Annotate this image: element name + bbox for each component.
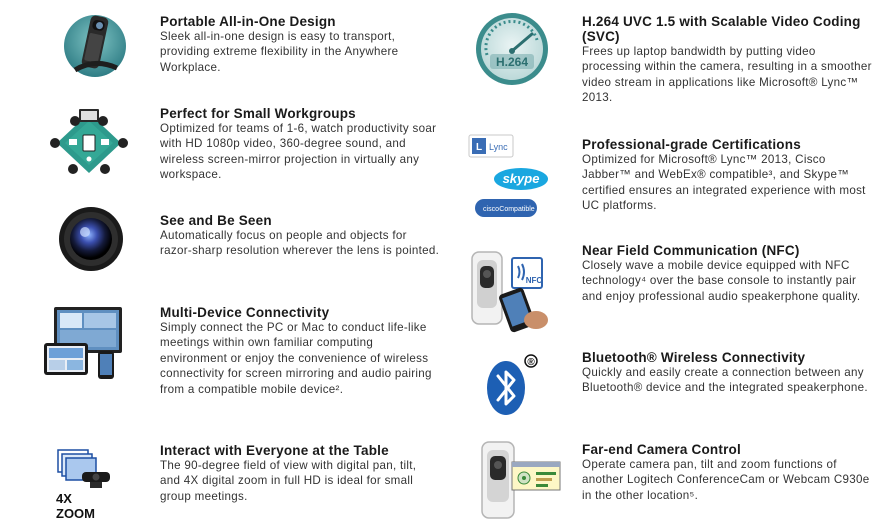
- portable-conferencecam-icon: [55, 10, 135, 80]
- feature-title: Multi-Device Connectivity: [160, 305, 330, 320]
- feature-description: Frees up laptop bandwidth by putting video processing within the camera, resulting in a smoother video stream in applications like Microsoft® Lync™ 2013.: [582, 45, 872, 105]
- feature-description: Optimized for teams of 1-6, watch productivity soar with HD 1080p video, 360-degree sound, and wireless screen-mirror projection in virtually any workspace.: [160, 122, 437, 182]
- lync-logo-text: Lync: [489, 142, 508, 152]
- feature-title: Bluetooth® Wireless Connectivity: [582, 350, 806, 365]
- feature-description: Closely wave a mobile device equipped with NFC technology⁴ over the base console to instantly pair and enjoy professional audio speakerphone quality.: [582, 259, 861, 303]
- feature-title: See and Be Seen: [160, 213, 272, 228]
- camera-lens-icon: [57, 205, 125, 273]
- svg-text:L: L: [475, 142, 483, 153]
- feature-description: Automatically focus on people and objects for razor-sharp resolution wherever the lens is pointed.: [160, 229, 440, 258]
- zoom-label-line2: ZOOM: [56, 506, 95, 521]
- feature-title: Perfect for Small Workgroups: [160, 106, 356, 121]
- bluetooth-icon: [480, 352, 540, 418]
- feature-title: H.264 UVC 1.5 with Scalable Video Coding (SVC): [582, 14, 861, 44]
- feature-description: Sleek all-in-one design is easy to transport, providing extreme flexibility in the Anywhere Workplace.: [160, 30, 399, 74]
- nfc-label: NFC: [525, 276, 543, 285]
- feature-description: Operate camera pan, tilt and zoom functions of another Logitech ConferenceCam or Webcam C930e in the other location⁵.: [582, 458, 870, 502]
- feature-title: Far-end Camera Control: [582, 442, 741, 457]
- skype-logo-text: skype: [502, 171, 540, 186]
- feature-description: Optimized for Microsoft® Lync™ 2013, Cisco Jabber™ and WebEx® compatible³, and Skype™ certified ensures an integrated experience with most UC platforms.: [582, 153, 866, 213]
- feature-description: Simply connect the PC or Mac to conduct life-like meetings within own familiar computing environment or enjoy the convenience of wireless connectivity for screen mirroring and audio pairing from a compatible mobile device².: [160, 321, 432, 396]
- zoom-webcam-icon: [52, 442, 114, 522]
- feature-title: Professional-grade Certifications: [582, 137, 801, 152]
- meeting-table-icon: [45, 103, 133, 183]
- nfc-phone-icon: [466, 248, 554, 334]
- devices-icon: [40, 303, 132, 383]
- certification-logos-icon: [467, 133, 553, 221]
- feature-title: Portable All-in-One Design: [160, 14, 336, 29]
- feature-title: Near Field Communication (NFC): [582, 243, 800, 258]
- h264-gauge-icon: [471, 10, 553, 88]
- cisco-logo-text: cisco: [483, 206, 499, 213]
- zoom-label-line1: 4X: [56, 491, 72, 506]
- feature-description: The 90-degree field of view with digital pan, tilt, and 4X digital zoom in full HD is ideal for small group meetings.: [160, 459, 417, 503]
- feature-description: Quickly and easily create a connection between any Bluetooth® device and the integrated speakerphone.: [582, 366, 868, 395]
- compatible-logo-text: Compatible: [499, 206, 535, 213]
- feature-title: Interact with Everyone at the Table: [160, 443, 389, 458]
- registered-mark: ®: [527, 357, 535, 368]
- camera-control-icon: [476, 438, 564, 522]
- h264-badge-label: H.264: [495, 55, 529, 69]
